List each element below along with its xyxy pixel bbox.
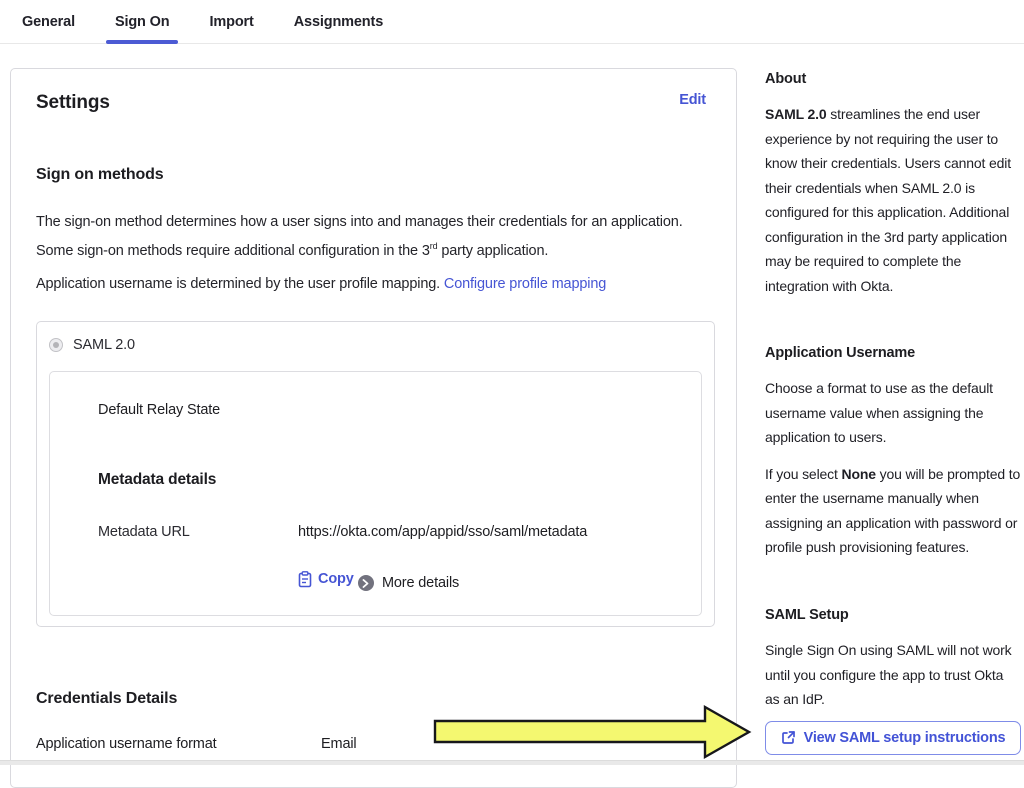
more-details-expander[interactable] xyxy=(358,574,459,592)
external-link-icon xyxy=(781,730,796,745)
application-username-format-label: Application username format xyxy=(36,736,217,752)
ordinal-superscript: rd xyxy=(429,241,438,251)
saml-radio-row[interactable] xyxy=(49,336,702,353)
configure-profile-mapping-link[interactable]: Configure profile mapping xyxy=(443,276,607,292)
application-username-format-value: Email xyxy=(321,736,357,752)
about-text xyxy=(765,102,1021,298)
description-text: The sign-on method determines how a user signs into and manages their credentials for an application. Some sign-on methods require additional configuration in the 3 xyxy=(36,214,683,259)
application-username-heading: Application Username xyxy=(765,345,916,361)
username-note-text: Application username is determined by the user profile mapping. xyxy=(36,276,444,292)
chevron-right-circle-icon xyxy=(358,575,374,591)
copy-button-label: Copy xyxy=(318,571,354,587)
tab-general[interactable]: General xyxy=(22,14,75,30)
copy-metadata-url-button[interactable] xyxy=(298,569,354,589)
about-section xyxy=(765,71,1021,298)
application-username-section xyxy=(765,345,1021,560)
help-sidebar xyxy=(765,71,1021,765)
au-p2-after: you will be prompted to enter the username manually when assigning an application with password or profile push provisioning features. xyxy=(765,465,1021,555)
tab-assignments[interactable]: Assignments xyxy=(293,14,384,30)
bottom-divider-strip xyxy=(0,760,1024,765)
settings-card-header xyxy=(36,92,706,114)
about-heading: About xyxy=(765,71,807,87)
edit-link[interactable]: Edit xyxy=(679,92,706,108)
tab-sign-on[interactable]: Sign On xyxy=(115,2,170,43)
about-body: streamlines the end user experience by not requiring the user to know their credentials. Users cannot edit their credentials when SAML 2.0 is configured for this application. Additional configuration in the 3rd party application may be required to complete the integration with Okta. xyxy=(765,106,1011,294)
au-p2-none-bold: None xyxy=(841,465,876,482)
sign-on-methods-heading: Sign on methods xyxy=(36,166,164,183)
about-lead-bold: SAML 2.0 xyxy=(765,106,827,122)
application-username-p1: Choose a format to use as the default username value when assigning the application to users. xyxy=(765,380,993,445)
saml-method-box xyxy=(36,321,715,627)
saml-radio-button[interactable] xyxy=(49,338,63,352)
saml-setup-heading: SAML Setup xyxy=(765,607,849,623)
metadata-url-value: https://okta.com/app/appid/sso/saml/metadata xyxy=(298,524,588,540)
saml-setup-text: Single Sign On using SAML will not work until you configure the app to trust Okta as an IdP. xyxy=(765,642,1012,707)
more-details-label: More details xyxy=(381,575,460,591)
au-p2-before: If you select xyxy=(765,465,842,482)
saml-radio-label: SAML 2.0 xyxy=(73,336,135,353)
settings-card xyxy=(10,68,737,788)
app-tabbar xyxy=(0,0,1024,44)
application-username-p2 xyxy=(765,462,1021,560)
settings-title: Settings xyxy=(36,92,110,113)
metadata-url-label: Metadata URL xyxy=(98,524,190,540)
view-saml-setup-instructions-button[interactable] xyxy=(765,721,1021,755)
credentials-row xyxy=(36,736,711,752)
sign-on-methods-description xyxy=(36,210,686,263)
application-username-note xyxy=(36,272,686,296)
credentials-details-heading: Credentials Details xyxy=(36,690,178,707)
saml-details-box xyxy=(49,371,702,616)
description-text-tail: party application. xyxy=(437,242,549,259)
default-relay-state-label: Default Relay State xyxy=(98,402,221,418)
metadata-url-row xyxy=(98,524,677,541)
metadata-details-heading: Metadata details xyxy=(98,471,217,488)
saml-setup-section xyxy=(765,607,1021,755)
tab-import[interactable]: Import xyxy=(209,14,254,30)
clipboard-icon xyxy=(298,571,312,588)
setup-button-label: View SAML setup instructions xyxy=(803,729,1006,746)
